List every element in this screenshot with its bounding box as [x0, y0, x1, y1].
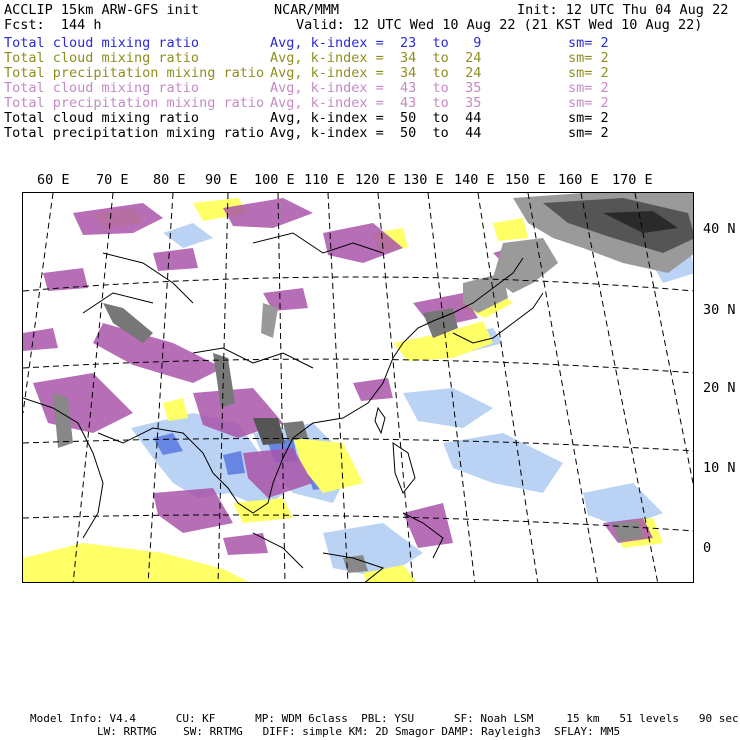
field-smoothing: sm= 2	[568, 80, 609, 96]
lon-label: 100 E	[254, 172, 295, 188]
lat-label: 30 N	[703, 302, 736, 318]
field-name: Total cloud mixing ratio	[4, 50, 200, 66]
footer-model-info: Model Info: V4.4 CU: KF MP: WDM 6class PBL: YSU SF: Noah LSM 15 km 51 levels 90 sec	[30, 712, 739, 725]
field-stat: Avg, k-index = 34 to 24	[270, 50, 482, 66]
lon-label: 70 E	[96, 172, 129, 188]
valid-time: Valid: 12 UTC Wed 10 Aug 22 (21 KST Wed 10 Aug 22)	[296, 17, 703, 33]
field-name: Total cloud mixing ratio	[4, 35, 200, 51]
field-smoothing: sm= 2	[568, 65, 609, 81]
field-stat: Avg, k-index = 43 to 35	[270, 95, 482, 111]
mid-purple-areas	[23, 198, 653, 555]
lon-label: 130 E	[403, 172, 444, 188]
field-smoothing: sm= 2	[568, 95, 609, 111]
lon-label: 90 E	[205, 172, 238, 188]
lat-label: 20 N	[703, 380, 736, 396]
map-panel	[22, 192, 694, 583]
field-name: Total cloud mixing ratio	[4, 110, 200, 126]
lon-label: 80 E	[153, 172, 186, 188]
field-name: Total precipitation mixing ratio	[4, 65, 265, 81]
init-time: Init: 12 UTC Thu 04 Aug 22	[517, 2, 729, 18]
field-stat: Avg, k-index = 34 to 24	[270, 65, 482, 81]
footer-physics-info: LW: RRTMG SW: RRTMG DIFF: simple KM: 2D Smagor DAMP: Rayleigh3 SFLAY: MM5	[97, 725, 621, 738]
lon-label: 150 E	[505, 172, 546, 188]
lat-label: 40 N	[703, 221, 736, 237]
lon-label: 170 E	[612, 172, 653, 188]
model-title: ACCLIP 15km ARW-GFS init	[4, 2, 200, 18]
lon-label: 160 E	[558, 172, 599, 188]
lon-label: 140 E	[454, 172, 495, 188]
field-smoothing: sm= 2	[568, 35, 609, 51]
lon-label: 120 E	[355, 172, 396, 188]
lat-label: 0	[703, 540, 712, 556]
field-smoothing: sm= 2	[568, 125, 609, 141]
lat-label: 10 N	[703, 460, 736, 476]
org-label: NCAR/MMM	[274, 2, 340, 18]
field-stat: Avg, k-index = 50 to 44	[270, 125, 482, 141]
map-svg	[23, 193, 694, 583]
field-stat: Avg, k-index = 43 to 35	[270, 80, 482, 96]
field-stat: Avg, k-index = 23 to 9	[270, 35, 482, 51]
field-name: Total cloud mixing ratio	[4, 80, 200, 96]
forecast-hour: Fcst: 144 h	[4, 17, 102, 33]
lon-label: 60 E	[37, 172, 70, 188]
field-smoothing: sm= 2	[568, 50, 609, 66]
field-smoothing: sm= 2	[568, 110, 609, 126]
field-name: Total precipitation mixing ratio	[4, 125, 265, 141]
lon-label: 110 E	[304, 172, 345, 188]
field-name: Total precipitation mixing ratio	[4, 95, 265, 111]
field-stat: Avg, k-index = 50 to 44	[270, 110, 482, 126]
